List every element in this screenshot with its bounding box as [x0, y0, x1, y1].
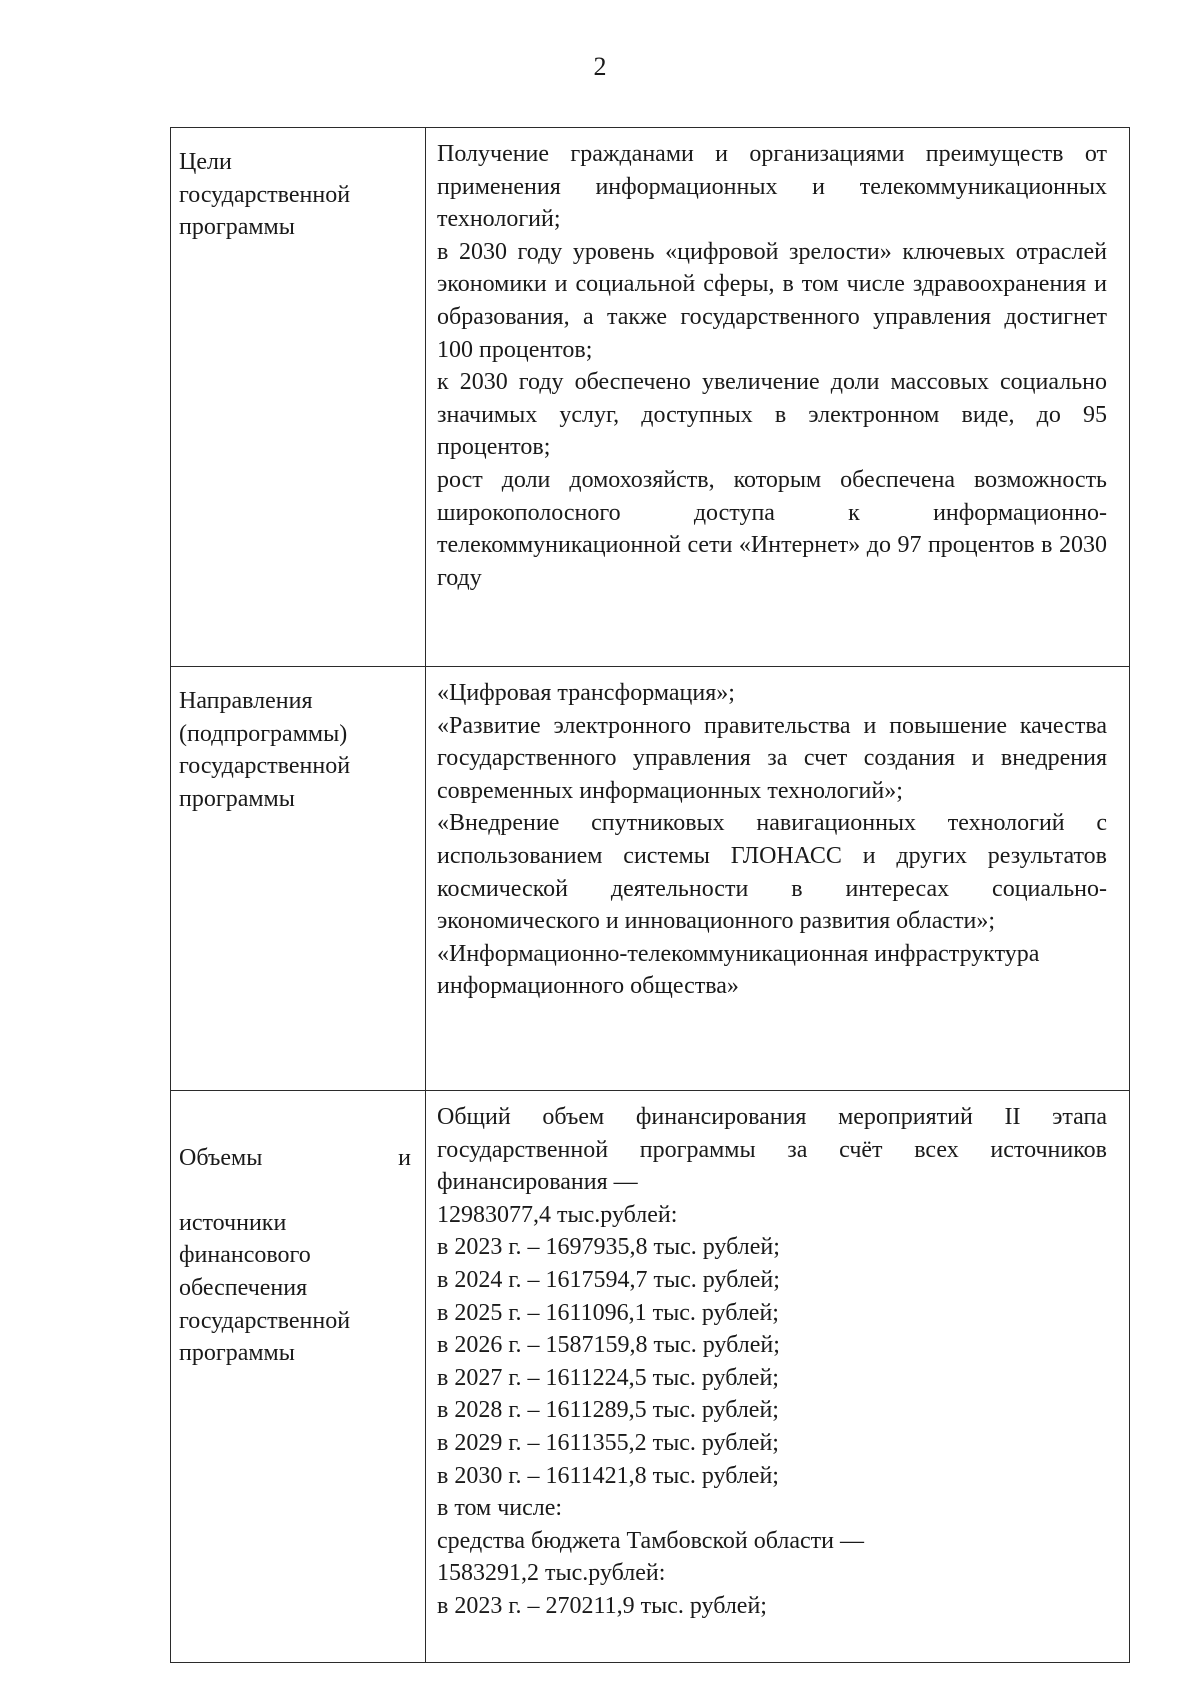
goal-paragraph: рост доли домохозяйств, которым обеспечена возможность широкополосного доступа к информационно-телекоммуникационной сети «Интернет» до 97 процентов в 2030 году: [437, 466, 1107, 591]
row-label-word: и: [398, 1144, 411, 1171]
table-row-directions: [171, 667, 1130, 1091]
funding-intro: Общий объем финансирования мероприятий II этапа государственной программы за счёт всех источников финансирования —: [437, 1104, 1107, 1196]
row-content-cell: [426, 667, 1130, 1091]
funding-year: в 2025 г. – 1611096,1 тыс. рублей;: [437, 1299, 779, 1326]
funding-year: в 2029 г. – 1611355,2 тыс. рублей;: [437, 1429, 779, 1456]
budget-year: в 2023 г. – 270211,9 тыс. рублей;: [437, 1592, 767, 1619]
budget-total: 1583291,2 тыс.рублей:: [437, 1560, 666, 1587]
funding-year: в 2027 г. – 1611224,5 тыс. рублей;: [437, 1364, 779, 1391]
funding-year: в 2030 г. – 1611421,8 тыс. рублей;: [437, 1462, 779, 1489]
direction-paragraph: «Информационно-телекоммуникационная инфраструктура информационного общества»: [437, 940, 1040, 1000]
table-row-funding: [171, 1091, 1130, 1663]
row-content-cell: [426, 1091, 1130, 1663]
goal-paragraph: в 2030 году уровень «цифровой зрелости» ключевых отраслей экономики и социальной сферы, в том числе здравоохранения и образования, а также государственного управления достигнет 100 процентов;: [437, 238, 1107, 363]
budget-intro: средства бюджета Тамбовской области —: [437, 1527, 864, 1554]
row-label-rest: источники финансового обеспечения государственной программы: [179, 1209, 351, 1367]
row-label: Направления (подпрограммы) государственной программы: [179, 688, 351, 812]
row-label-first-line: [179, 1142, 411, 1175]
page-number: 2: [593, 52, 607, 81]
table-row-goals: [171, 128, 1130, 667]
funding-including: в том числе:: [437, 1495, 563, 1522]
passport-table: [170, 127, 1130, 1663]
funding-total: 12983077,4 тыс.рублей:: [437, 1201, 678, 1228]
direction-paragraph: «Цифровая трансформация»;: [437, 680, 735, 706]
goal-paragraph: Получение гражданами и организациями преимуществ от применения информационных и телекоммуникационных технологий;: [437, 141, 1107, 233]
row-content-cell: [426, 128, 1130, 667]
row-label-cell: [171, 1091, 426, 1663]
funding-year: в 2023 г. – 1697935,8 тыс. рублей;: [437, 1234, 780, 1261]
row-label: Цели государственной программы: [179, 149, 351, 241]
row-label-cell: [171, 128, 426, 667]
row-label-cell: [171, 667, 426, 1091]
funding-year: в 2026 г. – 1587159,8 тыс. рублей;: [437, 1332, 780, 1359]
row-label: [179, 1109, 411, 1402]
direction-paragraph: «Внедрение спутниковых навигационных технологий с использованием системы ГЛОНАСС и других результатов космической деятельности в интересах социально-экономического и инновационного развития области»;: [437, 810, 1107, 935]
goal-paragraph: к 2030 году обеспечено увеличение доли массовых социально значимых услуг, доступных в электронном виде, до 95 процентов;: [437, 369, 1107, 461]
funding-year: в 2024 г. – 1617594,7 тыс. рублей;: [437, 1266, 780, 1293]
row-label-word: Объемы: [179, 1144, 263, 1171]
direction-paragraph: «Развитие электронного правительства и повышение качества государственного управления за счет создания и внедрения современных информационных технологий»;: [437, 712, 1107, 804]
funding-year: в 2028 г. – 1611289,5 тыс. рублей;: [437, 1397, 779, 1424]
